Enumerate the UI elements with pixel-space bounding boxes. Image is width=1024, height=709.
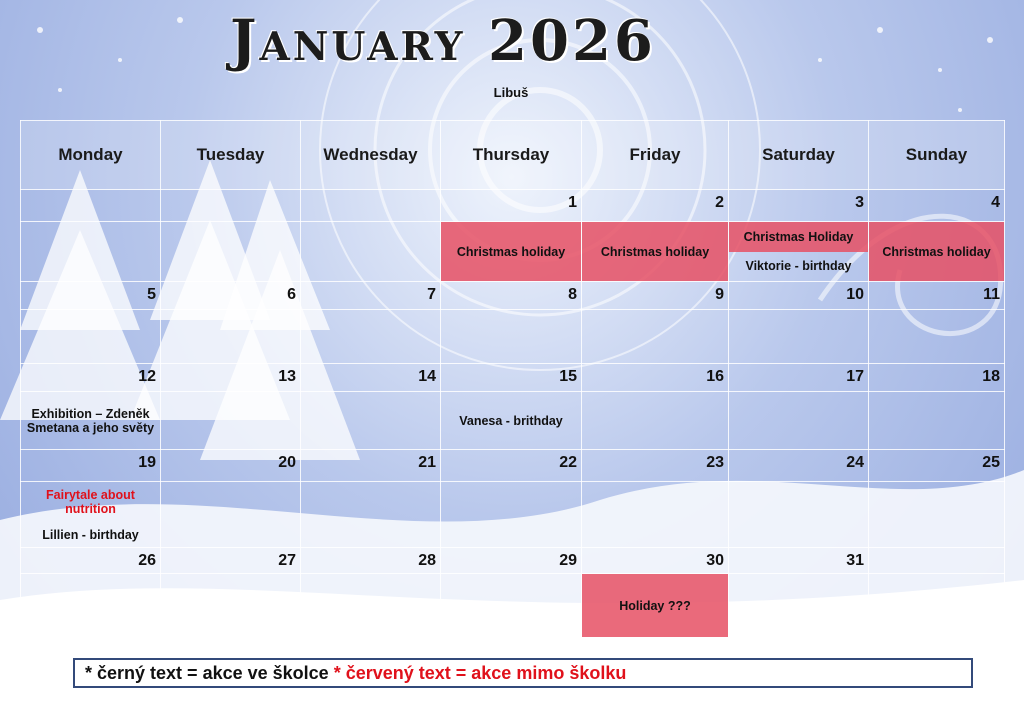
event-cell <box>729 222 869 282</box>
weekday-header: Tuesday <box>161 121 301 190</box>
day-number: 26 <box>21 548 161 574</box>
birthday-event: Viktorie - birthday <box>745 259 852 274</box>
weekday-header: Saturday <box>729 121 869 190</box>
day-number: 16 <box>582 364 729 392</box>
day-number: 22 <box>441 450 582 482</box>
day-number: 28 <box>301 548 441 574</box>
holiday-event: Holiday ??? <box>582 574 729 638</box>
day-number: 27 <box>161 548 301 574</box>
day-number: 30 <box>582 548 729 574</box>
day-number: 25 <box>869 450 1005 482</box>
birthday-event: Vanesa - brithday <box>441 392 582 450</box>
event-cell <box>582 482 729 548</box>
day-number: 5 <box>21 282 161 310</box>
day-number: 11 <box>869 282 1005 310</box>
event-row <box>21 222 1005 282</box>
event-cell <box>441 482 582 548</box>
event-row <box>21 482 1005 548</box>
event-cell <box>869 310 1005 364</box>
day-number-row <box>21 450 1005 482</box>
event-cell <box>21 482 161 548</box>
event-cell <box>869 482 1005 548</box>
legend-inside-text: * černý text = akce ve školce <box>85 663 329 683</box>
day-number: 10 <box>729 282 869 310</box>
day-number: 9 <box>582 282 729 310</box>
day-number <box>161 190 301 222</box>
legend-box <box>73 658 973 688</box>
day-number-row <box>21 548 1005 574</box>
weekday-header: Thursday <box>441 121 582 190</box>
split-event-cell <box>729 222 868 281</box>
event-cell <box>729 392 869 450</box>
day-number: 4 <box>869 190 1005 222</box>
event-cell <box>582 392 729 450</box>
outside-event: Fairytale about nutrition <box>46 487 135 516</box>
weekday-header-row <box>21 121 1005 190</box>
event-cell <box>21 310 161 364</box>
calendar-grid <box>20 120 1005 638</box>
day-number: 17 <box>729 364 869 392</box>
day-number: 8 <box>441 282 582 310</box>
day-number: 29 <box>441 548 582 574</box>
holiday-event: Christmas Holiday <box>729 222 868 252</box>
day-number: 13 <box>161 364 301 392</box>
page-subtitle: Libuš <box>493 85 529 100</box>
holiday-event: Christmas holiday <box>441 222 582 282</box>
event-cell <box>729 482 869 548</box>
event-row <box>21 574 1005 638</box>
day-number-row <box>21 190 1005 222</box>
event-cell <box>161 392 301 450</box>
event-cell <box>301 574 441 638</box>
event-cell <box>301 222 441 282</box>
event-cell <box>441 574 582 638</box>
event-cell <box>161 310 301 364</box>
day-number <box>869 548 1005 574</box>
event-cell <box>441 310 582 364</box>
event-cell <box>729 574 869 638</box>
day-number: 6 <box>161 282 301 310</box>
event-row <box>21 392 1005 450</box>
event-cell <box>161 482 301 548</box>
day-number-row <box>21 364 1005 392</box>
day-number: 2 <box>582 190 729 222</box>
day-number: 23 <box>582 450 729 482</box>
day-number <box>21 190 161 222</box>
event-cell <box>161 574 301 638</box>
event-cell <box>21 574 161 638</box>
day-number: 7 <box>301 282 441 310</box>
event-cell <box>582 310 729 364</box>
event-cell <box>161 222 301 282</box>
birthday-event: Lillien - birthday <box>42 527 139 542</box>
event-cell <box>869 392 1005 450</box>
holiday-event: Christmas holiday <box>582 222 729 282</box>
day-number: 20 <box>161 450 301 482</box>
day-number: 3 <box>729 190 869 222</box>
event-cell <box>301 392 441 450</box>
day-number: 24 <box>729 450 869 482</box>
day-number: 1 <box>441 190 582 222</box>
outside-event: Exhibition – Zdeněk Smetana a jeho světy <box>21 392 161 450</box>
weekday-header: Friday <box>582 121 729 190</box>
event-cell <box>869 574 1005 638</box>
weekday-header: Sunday <box>869 121 1005 190</box>
day-number: 19 <box>21 450 161 482</box>
event-cell <box>21 222 161 282</box>
event-cell <box>301 482 441 548</box>
day-number: 14 <box>301 364 441 392</box>
day-number: 15 <box>441 364 582 392</box>
day-number: 18 <box>869 364 1005 392</box>
weekday-header: Wednesday <box>301 121 441 190</box>
event-row <box>21 310 1005 364</box>
holiday-event: Christmas holiday <box>869 222 1005 282</box>
weekday-header: Monday <box>21 121 161 190</box>
page-title: January 2026 <box>230 8 656 74</box>
day-number: 31 <box>729 548 869 574</box>
day-number <box>301 190 441 222</box>
day-number-row <box>21 282 1005 310</box>
legend-outside-text: * červený text = akce mimo školku <box>333 663 627 683</box>
day-number: 21 <box>301 450 441 482</box>
event-cell <box>301 310 441 364</box>
event-cell <box>729 310 869 364</box>
day-number: 12 <box>21 364 161 392</box>
